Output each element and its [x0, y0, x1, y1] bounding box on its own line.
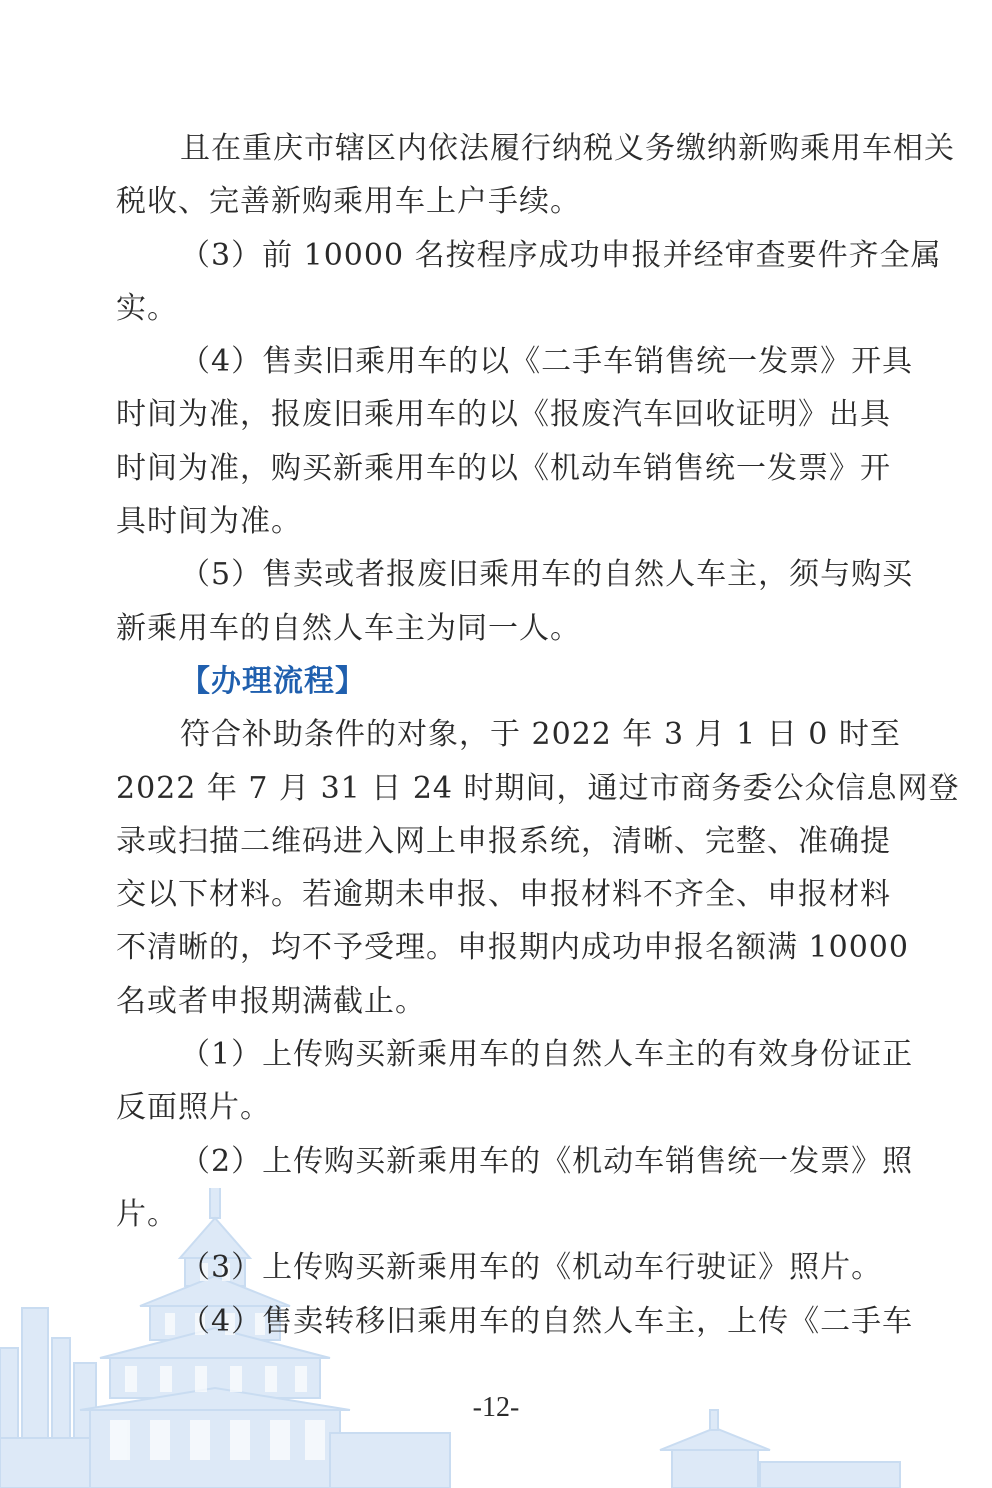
text-line: 时间为准，报废旧乘用车的以《报废汽车回收证明》出具: [116, 397, 891, 433]
text-line: 2022 年 7 月 31 日 24 时期间，通过市商务委公众信息网登: [116, 770, 960, 806]
text-line: 不清晰的，均不予受理。申报期内成功申报名额满 10000: [116, 930, 909, 966]
text-line: 具时间为准。: [116, 504, 302, 540]
text-line: 新乘用车的自然人车主为同一人。: [116, 610, 581, 646]
paragraph: [116, 1135, 914, 1242]
text-line: 且在重庆市辖区内依法履行纳税义务缴纳新购乘用车相关: [180, 131, 955, 166]
text-line: 实。: [116, 290, 178, 326]
text-line: （4）售卖旧乘用车的以《二手车销售统一发票》开具: [180, 344, 914, 380]
paragraph: [116, 1295, 914, 1348]
paragraph: [116, 335, 914, 548]
text-line: 反面照片。: [116, 1090, 271, 1126]
text-line: 录或扫描二维码进入网上申报系统，清晰、完整、准确提: [116, 823, 891, 859]
document-body: [116, 122, 960, 1348]
text-line: 片。: [116, 1196, 178, 1232]
paragraph: [116, 229, 942, 336]
text-line: （3）上传购买新乘用车的《机动车行驶证》照片。: [180, 1250, 883, 1286]
paragraph: [116, 708, 960, 1028]
text-line: 时间为准，购买新乘用车的以《机动车销售统一发票》开: [116, 450, 891, 486]
text-line: （1）上传购买新乘用车的自然人车主的有效身份证正: [180, 1037, 914, 1073]
text-line: （2）上传购买新乘用车的《机动车销售统一发票》照: [180, 1143, 914, 1179]
paragraph: [116, 548, 914, 655]
text-line: 名或者申报期满截止。: [116, 983, 426, 1019]
text-line: （3）前 10000 名按程序成功申报并经审查要件齐全属: [180, 237, 942, 273]
section-heading-text: 【办理流程】: [180, 663, 366, 699]
paragraph: [116, 1241, 883, 1294]
text-line: （4）售卖转移旧乘用车的自然人车主，上传《二手车: [180, 1303, 914, 1339]
text-line: 交以下材料。若逾期未申报、申报材料不齐全、申报材料: [116, 877, 891, 913]
paragraph: [116, 122, 955, 229]
page-number: -12-: [472, 1392, 520, 1423]
text-line: （5）售卖或者报废旧乘用车的自然人车主，须与购买: [180, 557, 914, 593]
text-line: 税收、完善新购乘用车上户手续。: [116, 184, 581, 220]
paragraph: [116, 1028, 914, 1135]
text-line: 符合补助条件的对象，于 2022 年 3 月 1 日 0 时至: [180, 717, 901, 753]
section-heading: [116, 655, 878, 708]
